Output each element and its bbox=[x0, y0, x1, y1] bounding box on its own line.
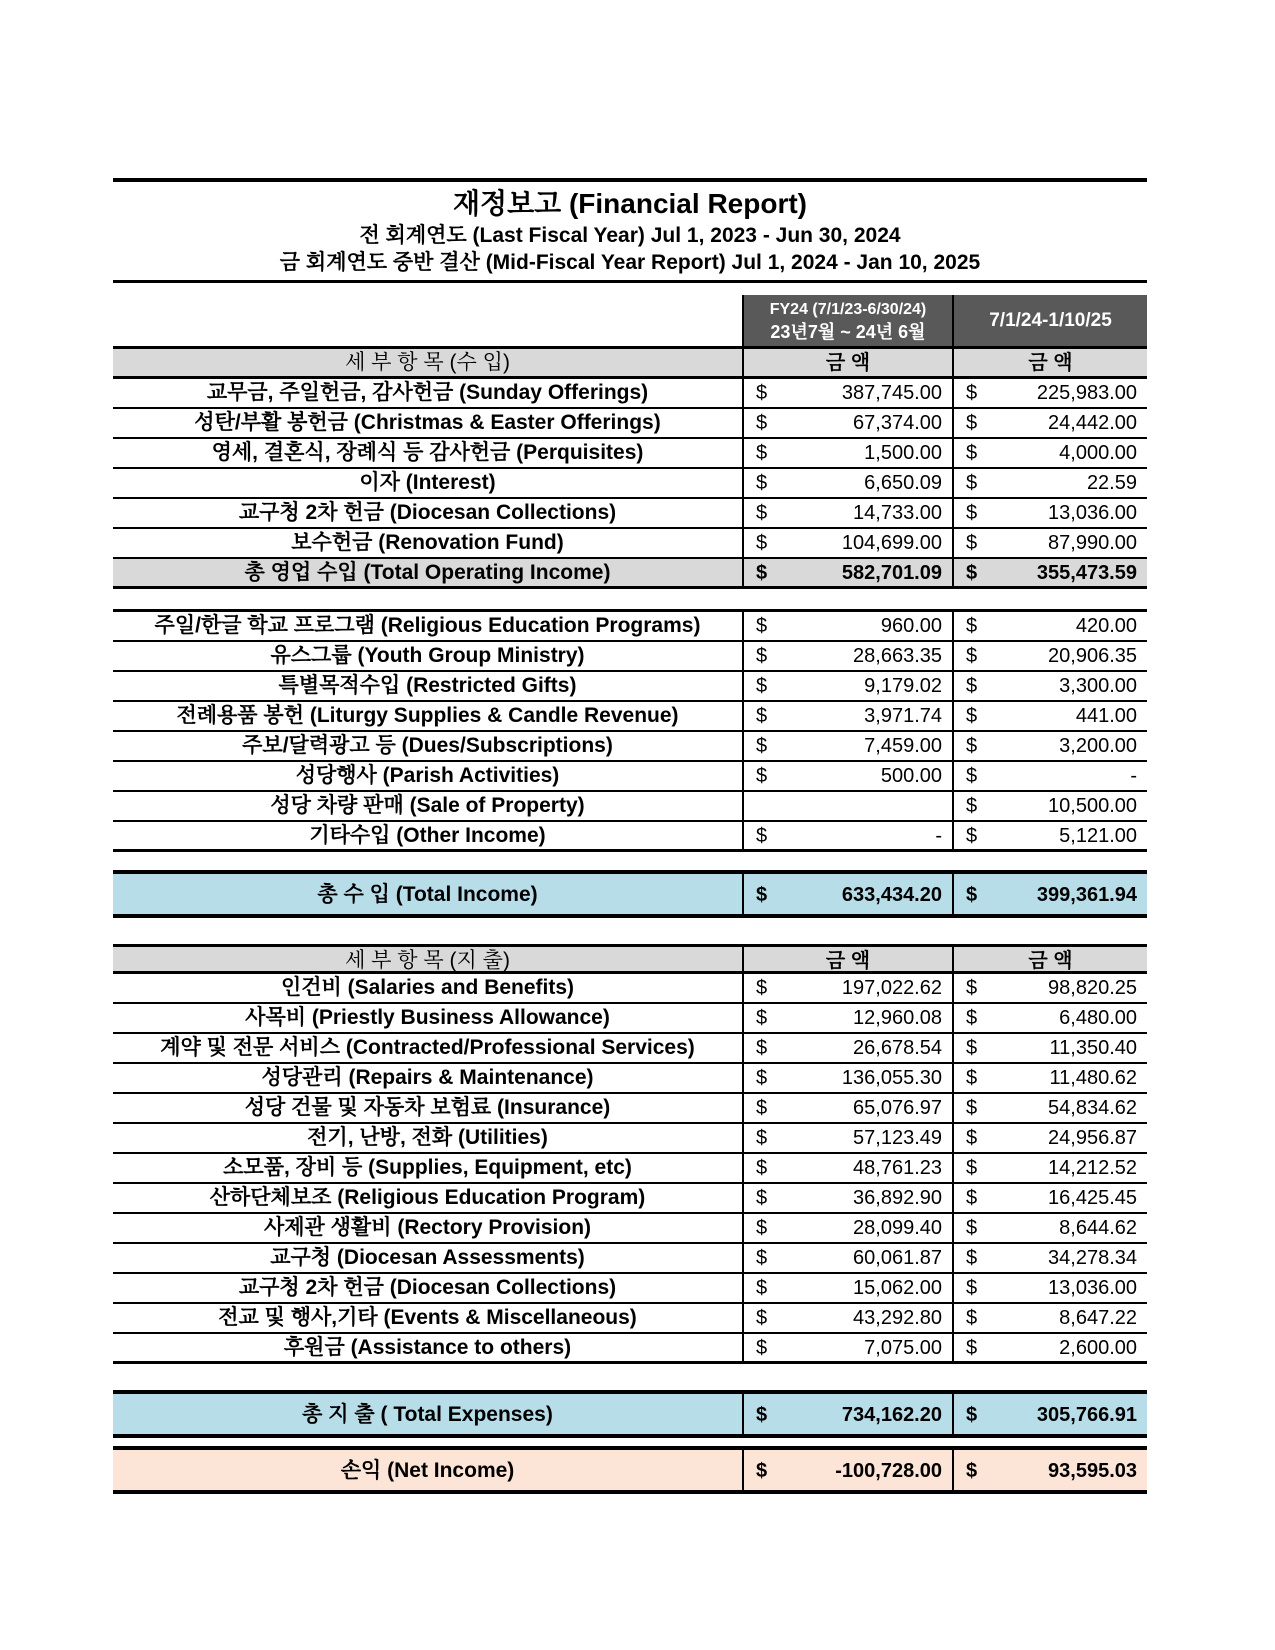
fy24-header-line1: FY24 (7/1/23-6/30/24) bbox=[769, 300, 927, 318]
dollar-sign: $ bbox=[966, 1097, 978, 1119]
spacer bbox=[113, 852, 1147, 874]
dollar-sign: $ bbox=[966, 1307, 978, 1329]
fy24-amount: 43,292.80 bbox=[853, 1307, 942, 1329]
dollar-sign: $ bbox=[756, 1217, 768, 1239]
current-amount: 11,350.40 bbox=[1049, 1037, 1137, 1059]
row-label: 손익 (Net Income) bbox=[340, 1459, 515, 1482]
row-label: 계약 및 전문 서비스 (Contracted/Professional Services) bbox=[160, 1036, 695, 1059]
current-amount: 54,834.62 bbox=[1048, 1097, 1137, 1119]
fy24-amount: 9,179.02 bbox=[864, 675, 942, 697]
total-income-row bbox=[113, 874, 1147, 918]
row-label: 성당행사 (Parish Activities) bbox=[295, 764, 560, 787]
table-row bbox=[113, 1004, 1147, 1034]
row-label: 보수헌금 (Renovation Fund) bbox=[291, 531, 564, 554]
dollar-sign: $ bbox=[756, 1007, 768, 1029]
fy24-amount: 12,960.08 bbox=[853, 1007, 942, 1029]
table-row bbox=[113, 379, 1147, 409]
fy24-amount: 36,892.90 bbox=[853, 1187, 942, 1209]
table-row bbox=[113, 1154, 1147, 1184]
current-amount: 11,480.62 bbox=[1049, 1067, 1137, 1089]
spacer bbox=[113, 1438, 1147, 1450]
fy24-amount: 26,678.54 bbox=[853, 1037, 942, 1059]
table-row bbox=[113, 1124, 1147, 1154]
table-row bbox=[113, 469, 1147, 499]
row-label: 특별목적수입 (Restricted Gifts) bbox=[278, 674, 577, 697]
table-row bbox=[113, 1064, 1147, 1094]
current-amount: 87,990.00 bbox=[1048, 532, 1137, 554]
dollar-sign: $ bbox=[756, 532, 768, 554]
amount-header: 금 액 bbox=[742, 349, 952, 376]
current-amount: 24,442.00 bbox=[1048, 412, 1137, 434]
dollar-sign: $ bbox=[966, 675, 978, 697]
fy24-amount: 633,434.20 bbox=[841, 884, 942, 906]
dollar-sign: $ bbox=[756, 1277, 768, 1299]
fy24-amount: 48,761.23 bbox=[853, 1157, 942, 1179]
fy24-amount: 14,733.00 bbox=[853, 502, 942, 524]
current-amount: 24,956.87 bbox=[1048, 1127, 1137, 1149]
current-amount: 3,300.00 bbox=[1059, 675, 1137, 697]
current-amount: 8,644.62 bbox=[1059, 1217, 1137, 1239]
row-label: 소모품, 장비 등 (Supplies, Equipment, etc) bbox=[223, 1156, 632, 1179]
fy24-amount: 734,162.20 bbox=[841, 1404, 942, 1426]
spacer bbox=[113, 1364, 1147, 1394]
dollar-sign: $ bbox=[966, 735, 978, 757]
fy24-amount: 960.00 bbox=[880, 615, 942, 637]
expense-rows bbox=[113, 974, 1147, 1364]
dollar-sign: $ bbox=[966, 382, 978, 404]
current-amount: 6,480.00 bbox=[1059, 1007, 1137, 1029]
row-label: 사목비 (Priestly Business Allowance) bbox=[245, 1006, 610, 1029]
table-row bbox=[113, 822, 1147, 852]
row-label: 총 영업 수입 (Total Operating Income) bbox=[244, 561, 611, 584]
table-row bbox=[113, 612, 1147, 642]
dollar-sign: $ bbox=[756, 1460, 768, 1482]
row-label: 성당관리 (Repairs & Maintenance) bbox=[261, 1066, 594, 1089]
column-headers bbox=[113, 295, 1147, 349]
table-row bbox=[113, 672, 1147, 702]
table-row bbox=[113, 974, 1147, 1004]
dollar-sign: $ bbox=[756, 884, 768, 906]
current-period-column-header: 7/1/24-1/10/25 bbox=[952, 295, 1147, 346]
fy24-amount: 67,374.00 bbox=[853, 412, 942, 434]
dollar-sign: $ bbox=[966, 1337, 978, 1359]
current-amount: 13,036.00 bbox=[1048, 1277, 1137, 1299]
row-label: 교구청 2차 헌금 (Diocesan Collections) bbox=[238, 501, 617, 524]
current-amount: 3,200.00 bbox=[1059, 735, 1137, 757]
dollar-sign: $ bbox=[756, 765, 768, 787]
table-row bbox=[113, 1214, 1147, 1244]
fy24-amount: - bbox=[935, 825, 942, 847]
dollar-sign: $ bbox=[756, 645, 768, 667]
table-row bbox=[113, 1244, 1147, 1274]
current-amount: 34,278.34 bbox=[1048, 1247, 1137, 1269]
table-row bbox=[113, 409, 1147, 439]
row-label: 기타수입 (Other Income) bbox=[309, 824, 546, 847]
amount-header: 금 액 bbox=[742, 947, 952, 971]
dollar-sign: $ bbox=[966, 412, 978, 434]
row-label: 사제관 생활비 (Rectory Provision) bbox=[263, 1216, 592, 1239]
fy24-amount: 28,099.40 bbox=[853, 1217, 942, 1239]
dollar-sign: $ bbox=[756, 1307, 768, 1329]
dollar-sign: $ bbox=[756, 1037, 768, 1059]
dollar-sign: $ bbox=[756, 1067, 768, 1089]
dollar-sign: $ bbox=[966, 705, 978, 727]
row-label: 영세, 결혼식, 장례식 등 감사헌금 (Perquisites) bbox=[211, 441, 644, 464]
fy24-amount: 582,701.09 bbox=[841, 562, 942, 584]
fy24-amount: 7,459.00 bbox=[864, 735, 942, 757]
dollar-sign: $ bbox=[966, 884, 978, 906]
income-section-header bbox=[113, 349, 1147, 379]
current-amount: 10,500.00 bbox=[1048, 795, 1137, 817]
table-row bbox=[113, 1304, 1147, 1334]
current-amount: 20,906.35 bbox=[1048, 645, 1137, 667]
dollar-sign: $ bbox=[966, 502, 978, 524]
dollar-sign: $ bbox=[966, 1157, 978, 1179]
dollar-sign: $ bbox=[966, 1037, 978, 1059]
table-row bbox=[113, 1274, 1147, 1304]
row-label: 전기, 난방, 전화 (Utilities) bbox=[307, 1126, 548, 1149]
current-amount: 5,121.00 bbox=[1059, 825, 1137, 847]
dollar-sign: $ bbox=[756, 412, 768, 434]
spacer bbox=[113, 918, 1147, 944]
fy24-amount: 60,061.87 bbox=[853, 1247, 942, 1269]
current-amount: 13,036.00 bbox=[1048, 502, 1137, 524]
fy24-amount: 387,745.00 bbox=[841, 382, 942, 404]
row-label: 전교 및 행사,기타 (Events & Miscellaneous) bbox=[218, 1306, 637, 1329]
expense-section-header bbox=[113, 944, 1147, 974]
fy24-amount: -100,728.00 bbox=[835, 1460, 942, 1482]
fy24-amount bbox=[788, 792, 952, 820]
current-amount: 2,600.00 bbox=[1059, 1337, 1137, 1359]
row-label: 교구청 2차 헌금 (Diocesan Collections) bbox=[238, 1276, 617, 1299]
table-row bbox=[113, 732, 1147, 762]
row-label: 후원금 (Assistance to others) bbox=[283, 1336, 572, 1359]
table-row bbox=[113, 1034, 1147, 1064]
table-row bbox=[113, 762, 1147, 792]
dollar-sign: $ bbox=[966, 532, 978, 554]
row-label: 인건비 (Salaries and Benefits) bbox=[280, 976, 575, 999]
dollar-sign: $ bbox=[756, 977, 768, 999]
dollar-sign: $ bbox=[756, 705, 768, 727]
row-label: 산하단체보조 (Religious Education Program) bbox=[209, 1186, 646, 1209]
dollar-sign: $ bbox=[966, 977, 978, 999]
dollar-sign: $ bbox=[756, 472, 768, 494]
fy24-amount: 65,076.97 bbox=[853, 1097, 942, 1119]
dollar-sign bbox=[744, 792, 788, 820]
fy24-amount: 104,699.00 bbox=[841, 532, 942, 554]
dollar-sign: $ bbox=[756, 1247, 768, 1269]
current-amount: 355,473.59 bbox=[1036, 562, 1137, 584]
dollar-sign: $ bbox=[966, 825, 978, 847]
current-amount: 98,820.25 bbox=[1048, 977, 1137, 999]
table-row bbox=[113, 1184, 1147, 1214]
fy24-amount: 57,123.49 bbox=[853, 1127, 942, 1149]
amount-header: 금 액 bbox=[952, 947, 1147, 971]
current-amount: 420.00 bbox=[1075, 615, 1137, 637]
current-amount: 16,425.45 bbox=[1048, 1187, 1137, 1209]
dollar-sign: $ bbox=[966, 562, 978, 584]
table-row bbox=[113, 1094, 1147, 1124]
row-label: 이자 (Interest) bbox=[359, 471, 496, 494]
current-amount: 22.59 bbox=[1086, 472, 1137, 494]
net-income-row bbox=[113, 1450, 1147, 1494]
table-row bbox=[113, 792, 1147, 822]
dollar-sign: $ bbox=[966, 615, 978, 637]
current-amount: 4,000.00 bbox=[1059, 442, 1137, 464]
mid-fiscal-year-line: 금 회계연도 중반 결산 (Mid-Fiscal Year Report) Jul 1, 2024 - Jan 10, 2025 bbox=[279, 251, 981, 274]
dollar-sign: $ bbox=[966, 1460, 978, 1482]
row-label: 교무금, 주일헌금, 감사헌금 (Sunday Offerings) bbox=[206, 381, 649, 404]
amount-header: 금 액 bbox=[952, 349, 1147, 376]
fy24-header-line2: 23년7월 ~ 24년 6월 bbox=[770, 321, 926, 342]
last-fiscal-year-line: 전 회계연도 (Last Fiscal Year) Jul 1, 2023 - Jun 30, 2024 bbox=[359, 224, 901, 247]
row-label: 교구청 (Diocesan Assessments) bbox=[270, 1246, 585, 1269]
expense-section-label: 세 부 항 목 (지 출) bbox=[345, 949, 510, 972]
dollar-sign: $ bbox=[966, 1007, 978, 1029]
total-expenses-row bbox=[113, 1394, 1147, 1438]
fy24-amount: 136,055.30 bbox=[841, 1067, 942, 1089]
row-label: 총 지 출 ( Total Expenses) bbox=[302, 1403, 553, 1426]
dollar-sign: $ bbox=[966, 1404, 978, 1426]
current-amount: 8,647.22 bbox=[1059, 1307, 1137, 1329]
fy24-amount: 7,075.00 bbox=[864, 1337, 942, 1359]
row-label: 성당 건물 및 자동차 보험료 (Insurance) bbox=[244, 1096, 611, 1119]
dollar-sign: $ bbox=[756, 1127, 768, 1149]
financial-report bbox=[113, 178, 1147, 1494]
row-label: 성탄/부활 봉헌금 (Christmas & Easter Offerings) bbox=[194, 411, 661, 434]
other-income-rows bbox=[113, 612, 1147, 852]
row-label: 성당 차량 판매 (Sale of Property) bbox=[270, 794, 585, 817]
table-row bbox=[113, 499, 1147, 529]
dollar-sign: $ bbox=[756, 502, 768, 524]
dollar-sign: $ bbox=[756, 1187, 768, 1209]
dollar-sign: $ bbox=[756, 675, 768, 697]
dollar-sign: $ bbox=[966, 1187, 978, 1209]
fy24-amount: 28,663.35 bbox=[853, 645, 942, 667]
row-label: 총 수 입 (Total Income) bbox=[317, 883, 538, 906]
total-operating-income-row bbox=[113, 559, 1147, 589]
dollar-sign: $ bbox=[756, 615, 768, 637]
fy24-amount: 15,062.00 bbox=[853, 1277, 942, 1299]
income-section-label: 세 부 항 목 (수 입) bbox=[345, 351, 510, 374]
fy24-amount: 1,500.00 bbox=[864, 442, 942, 464]
dollar-sign: $ bbox=[756, 562, 768, 584]
fy24-amount: 500.00 bbox=[880, 765, 942, 787]
dollar-sign: $ bbox=[756, 1157, 768, 1179]
current-amount: - bbox=[1130, 765, 1137, 787]
current-amount: 225,983.00 bbox=[1036, 382, 1137, 404]
dollar-sign: $ bbox=[756, 1337, 768, 1359]
table-row bbox=[113, 439, 1147, 469]
dollar-sign: $ bbox=[966, 645, 978, 667]
dollar-sign: $ bbox=[756, 1404, 768, 1426]
report-header bbox=[113, 178, 1147, 283]
dollar-sign: $ bbox=[966, 442, 978, 464]
current-amount: 441.00 bbox=[1075, 705, 1137, 727]
dollar-sign: $ bbox=[756, 735, 768, 757]
dollar-sign: $ bbox=[966, 795, 978, 817]
report-title: 재정보고 (Financial Report) bbox=[453, 188, 807, 219]
fy24-column-header bbox=[742, 295, 952, 346]
dollar-sign: $ bbox=[966, 1127, 978, 1149]
row-label: 주보/달력광고 등 (Dues/Subscriptions) bbox=[242, 734, 613, 757]
dollar-sign: $ bbox=[966, 1277, 978, 1299]
dollar-sign: $ bbox=[966, 1067, 978, 1089]
row-label: 주일/한글 학교 프로그램 (Religious Education Programs) bbox=[154, 614, 701, 637]
dollar-sign: $ bbox=[756, 442, 768, 464]
dollar-sign: $ bbox=[756, 825, 768, 847]
table-row bbox=[113, 642, 1147, 672]
row-label: 전례용품 봉헌 (Liturgy Supplies & Candle Revenue) bbox=[176, 704, 679, 727]
current-amount: 14,212.52 bbox=[1048, 1157, 1137, 1179]
row-label: 유스그룹 (Youth Group Ministry) bbox=[270, 644, 585, 667]
dollar-sign: $ bbox=[756, 382, 768, 404]
table-row bbox=[113, 702, 1147, 732]
table-row bbox=[113, 1334, 1147, 1364]
current-amount: 93,595.03 bbox=[1048, 1460, 1137, 1482]
current-amount: 305,766.91 bbox=[1036, 1404, 1137, 1426]
fy24-amount: 197,022.62 bbox=[841, 977, 942, 999]
dollar-sign: $ bbox=[966, 1247, 978, 1269]
table-row bbox=[113, 529, 1147, 559]
dollar-sign: $ bbox=[756, 1097, 768, 1119]
fy24-amount: 3,971.74 bbox=[864, 705, 942, 727]
current-amount: 399,361.94 bbox=[1036, 884, 1137, 906]
fy24-amount: 6,650.09 bbox=[864, 472, 942, 494]
spacer bbox=[113, 589, 1147, 612]
dollar-sign: $ bbox=[966, 765, 978, 787]
operating-income-rows bbox=[113, 379, 1147, 559]
dollar-sign: $ bbox=[966, 1217, 978, 1239]
dollar-sign: $ bbox=[966, 472, 978, 494]
